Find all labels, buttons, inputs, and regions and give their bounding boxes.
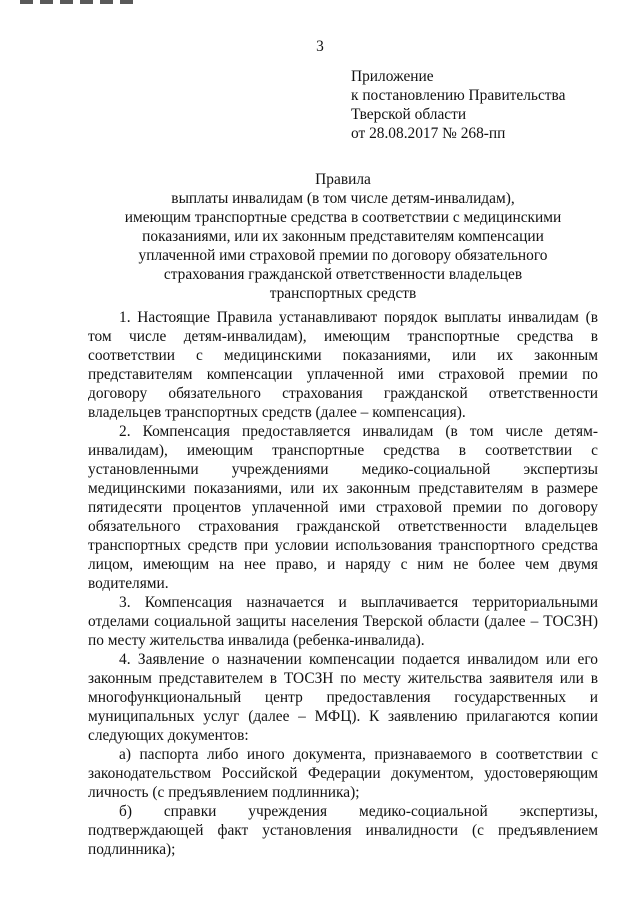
document-body — [88, 308, 598, 859]
title-line: показаниями, или их законным представителям компенсации — [142, 228, 544, 245]
page-number: 3 — [316, 38, 324, 55]
paragraph-1: 1. Настоящие Правила устанавливают порядок выплаты инвалидам (в том числе детям-инвалидам), имеющим транспортные средства в соответствии с медицинскими показаниями, или их законным представителям компенсации уплаченной ими страховой премии по договору обязательного страхования гражданской ответственности владельцев транспортных средств (далее – компенсация). — [88, 309, 598, 421]
scan-artifact — [20, 0, 136, 4]
paragraph-3: 3. Компенсация назначается и выплачивается территориальными отделами социальной защиты населения Тверской области (далее – ТОСЗН) по месту жительства инвалида (ребенка-инвалида). — [88, 594, 598, 649]
title-line: имеющим транспортные средства в соответствии с медицинскими — [124, 209, 562, 226]
appendix-line: Приложение — [351, 68, 434, 85]
title-line: страхования гражданской ответственности владельцев — [163, 266, 523, 283]
appendix-line: к постановлению Правительства — [351, 87, 566, 104]
document-title — [88, 170, 598, 303]
title-line: транспортных средств — [269, 285, 417, 302]
title-heading: Правила — [315, 171, 371, 188]
appendix-line: Тверской области — [351, 106, 467, 123]
subitem-b: б) справки учреждения медико-социальной экспертизы, подтверждающей факт установления инвалидности (с предъявлением подлинника); — [88, 803, 598, 858]
title-line: уплаченной ими страховой премии по договору обязательного — [138, 247, 548, 264]
appendix-block — [351, 67, 611, 143]
paragraph-4: 4. Заявление о назначении компенсации подается инвалидом или его законным представителем в ТОСЗН по месту жительства заявителя или в многофункциональный центр предоставления государственных и муниципальных услуг (далее – МФЦ). К заявлению прилагаются копии следующих документов: — [88, 651, 598, 744]
paragraph-2: 2. Компенсация предоставляется инвалидам (в том числе детям-инвалидам), имеющим транспортные средства в соответствии с установленными учреждениями медико-социальной экспертизы медицинскими показаниями, или их законным представителям в размере пятидесяти процентов уплаченной ими страховой премии по договору обязательного страхования гражданской ответственности владельцев транспортных средств при условии использования транспортного средства лицом, имеющим на нее право, и наряду с ним не более чем двумя водителями. — [88, 423, 598, 592]
appendix-line: от 28.08.2017 № 268-пп — [351, 125, 506, 142]
title-line: выплаты инвалидам (в том числе детям-инвалидам), — [171, 190, 515, 207]
subitem-a: а) паспорта либо иного документа, признаваемого в соответствии с законодательством Российской Федерации документом, удостоверяющим личность (с предъявлением подлинника); — [88, 746, 598, 801]
